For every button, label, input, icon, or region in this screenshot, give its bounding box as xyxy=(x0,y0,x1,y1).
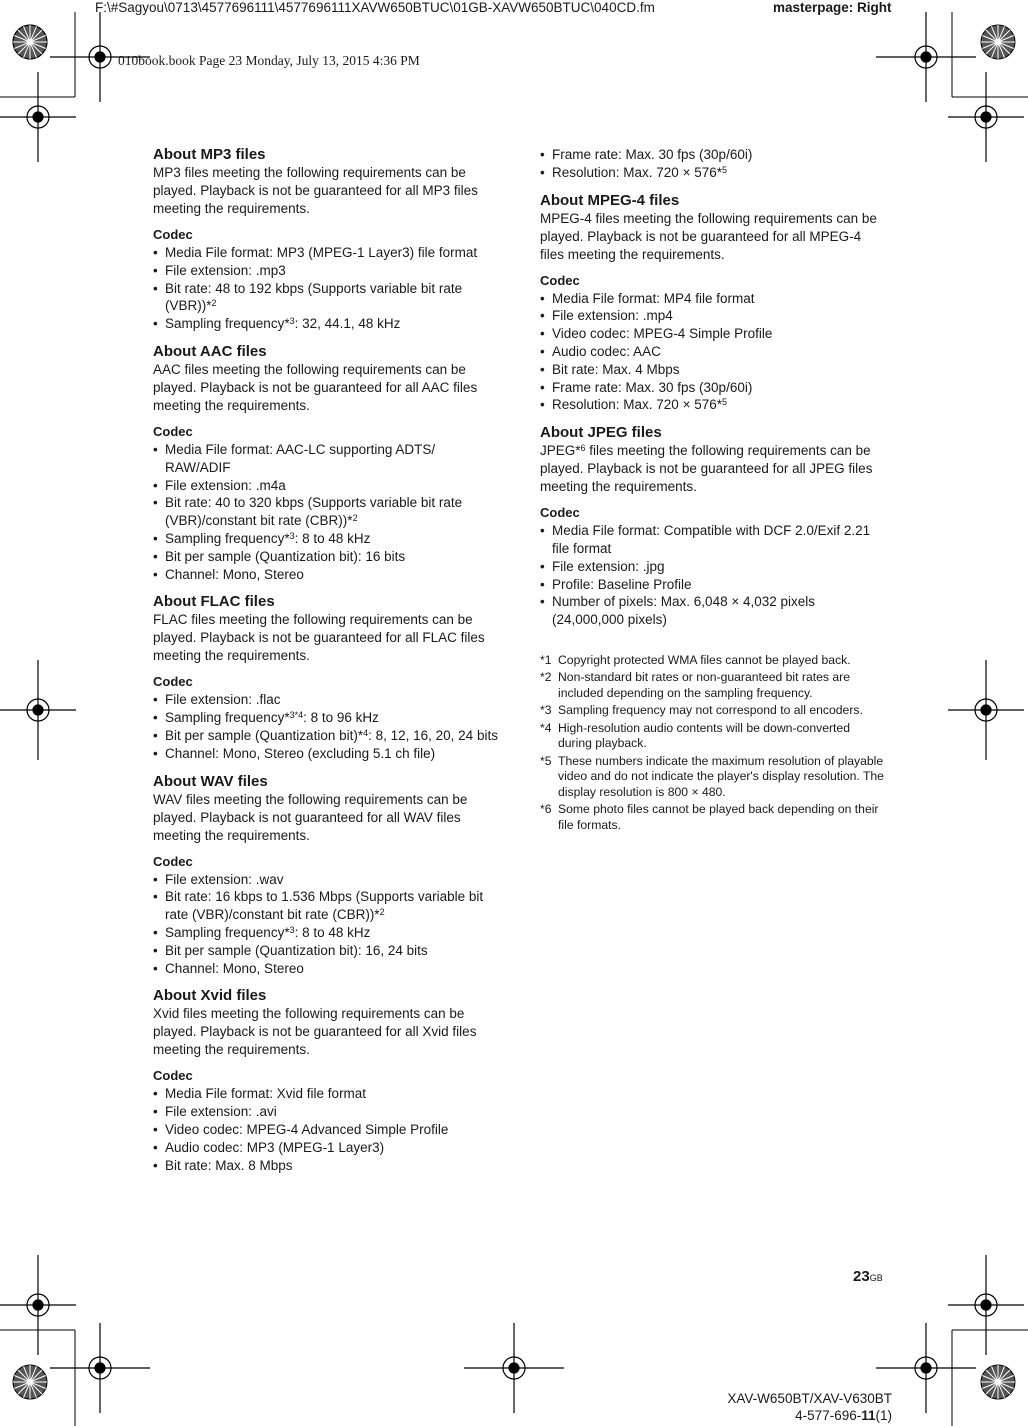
list-item: • Channel: Mono, Stereo xyxy=(153,566,499,584)
list-item: • Media File format: Compatible with DCF 2.0/Exif 2.21 file format xyxy=(540,522,886,558)
model-info xyxy=(715,1390,892,1424)
section-heading: About MP3 files xyxy=(153,146,266,163)
list-item: • Bit rate: Max. 8 Mbps xyxy=(153,1157,499,1175)
book-info-line: 010book.book Page 23 Monday, July 13, 2015 4:36 PM xyxy=(118,53,420,68)
list-item: • Audio codec: MP3 (MPEG-1 Layer3) xyxy=(153,1139,499,1157)
footnote: *3 Sampling frequency may not correspond to all encoders. xyxy=(540,703,863,718)
section-wav xyxy=(153,773,499,978)
section-xvid xyxy=(153,987,499,1174)
section-heading: About MPEG-4 files xyxy=(540,191,680,209)
list-item: • Frame rate: Max. 30 fps (30p/60i) xyxy=(540,146,886,164)
page-number: 23GB xyxy=(853,1268,883,1285)
list-item: • Frame rate: Max. 30 fps (30p/60i) xyxy=(540,379,886,397)
codec-label: Codec xyxy=(153,423,193,439)
list-item: • Sampling frequency*$^{3*4}$: 8 to 96 kHz xyxy=(153,709,499,727)
section-heading: About Xvid files xyxy=(153,987,267,1005)
section-intro: MP3 files meeting the following requirements can be played. Playback is not be guaranteed for all MP3 files meeting the requirements. xyxy=(153,165,478,216)
codec-label: Codec xyxy=(153,1068,193,1084)
list-item: • File extension: .mp4 xyxy=(540,307,886,325)
section-heading: About JPEG files xyxy=(540,424,662,442)
codec-label: Codec xyxy=(540,272,580,288)
section-intro: Xvid files meeting the following requirements can be played. Playback is not be guaranteed for all Xvid files meeting the requirements. xyxy=(153,1006,477,1058)
section-heading: About FLAC files xyxy=(153,593,275,611)
list-item: • File extension: .jpg xyxy=(540,558,886,576)
list-item: • Channel: Mono, Stereo (excluding 5.1 ch file) xyxy=(153,745,499,763)
section-intro: FLAC files meeting the following requirements can be played. Playback is not be guaranteed for all FLAC files meeting the requirements. xyxy=(153,612,485,664)
codec-label: Codec xyxy=(540,505,580,521)
list-item: • Media File format: AAC-LC supporting ADTS/ RAW/ADIF xyxy=(153,441,499,477)
section-jpeg xyxy=(540,424,886,629)
list-item: • Bit rate: Max. 4 Mbps xyxy=(540,361,886,379)
masterpage-label: masterpage: Right xyxy=(773,0,892,15)
footnote: *2 Non-standard bit rates or non-guaranteed bit rates are included depending on the sampling frequency. xyxy=(540,670,850,700)
part-number: 4-577-696-11(1) xyxy=(795,1408,892,1423)
list-item: • Bit rate: 48 to 192 kbps (Supports variable bit rate (VBR))*$^2$ xyxy=(153,280,499,316)
footnote: *4 High-resolution audio contents will be down-converted during playback. xyxy=(540,720,850,751)
list-item: • Bit per sample (Quantization bit)*$^4$: 8, 12, 16, 20, 24 bits xyxy=(153,727,499,745)
list-item: • Sampling frequency*$^3$: 32, 44.1, 48 kHz xyxy=(153,315,499,333)
list-item: • Media File format: MP3 (MPEG-1 Layer3) file format xyxy=(153,244,499,262)
list-item: • Bit rate: 16 kbps to 1.536 Mbps (Supports variable bit rate (VBR)/constant bit rate (CBR))*$^2$ xyxy=(153,888,499,924)
list-item: • Media File format: MP4 file format xyxy=(540,290,886,308)
list-item: • Sampling frequency*$^3$: 8 to 48 kHz xyxy=(153,924,499,942)
list-item: • Number of pixels: Max. 6,048 × 4,032 pixels (24,000,000 pixels) xyxy=(540,593,886,629)
left-column xyxy=(153,146,499,1184)
section-intro: AAC files meeting the following requirements can be played. Playback is not be guaranteed for all AAC files meeting the requirements. xyxy=(153,361,478,413)
list-item: • Resolution: Max. 720 × 576*$^5$ xyxy=(540,396,886,414)
list-item: • File extension: .mp3 xyxy=(153,262,499,280)
footnote: *1 Copyright protected WMA files cannot be played back. xyxy=(540,652,851,667)
list-item: • File extension: .wav xyxy=(153,871,499,889)
right-column xyxy=(540,146,886,835)
list-item: • Video codec: MPEG-4 Simple Profile xyxy=(540,325,886,343)
section-mp3 xyxy=(153,146,499,333)
section-mpeg4 xyxy=(540,192,886,415)
model-name: XAV-W650BT/XAV-V630BT xyxy=(727,1391,892,1406)
section-xvid-continued xyxy=(540,146,886,182)
list-item: • Bit rate: 40 to 320 kbps (Supports variable bit rate (VBR)/constant bit rate (CBR))*$^2$ xyxy=(153,494,499,530)
codec-label: Codec xyxy=(153,227,193,242)
section-intro: MPEG-4 files meeting the following requirements can be played. Playback is not be guaranteed for all MPEG-4 files meeting the requirements. xyxy=(540,210,877,262)
list-item: • Sampling frequency*$^3$: 8 to 48 kHz xyxy=(153,530,499,548)
list-item: • File extension: .flac xyxy=(153,691,499,709)
section-heading: About WAV files xyxy=(153,772,268,790)
section-intro: WAV files meeting the following requirements can be played. Playback is not guaranteed for all WAV files meeting the requirements. xyxy=(153,791,468,843)
section-aac xyxy=(153,343,499,583)
list-item: • File extension: .avi xyxy=(153,1103,499,1121)
list-item: • Channel: Mono, Stereo xyxy=(153,960,499,978)
list-item: • Profile: Baseline Profile xyxy=(540,576,886,594)
list-item: • Media File format: Xvid file format xyxy=(153,1085,499,1103)
codec-label: Codec xyxy=(153,674,193,690)
footnote: *5 These numbers indicate the maximum resolution of playable video and do not indicate the player's display resolution. The display resolution is 800 × 480. xyxy=(540,753,884,799)
section-heading: About AAC files xyxy=(153,342,267,360)
footnotes xyxy=(540,653,886,834)
list-item: • Video codec: MPEG-4 Advanced Simple Profile xyxy=(153,1121,499,1139)
list-item: • Bit per sample (Quantization bit): 16 bits xyxy=(153,548,499,566)
list-item: • File extension: .m4a xyxy=(153,477,499,495)
list-item: • Bit per sample (Quantization bit): 16, 24 bits xyxy=(153,942,499,960)
footnote: *6 Some photo files cannot be played back depending on their file formats. xyxy=(540,802,879,832)
codec-label: Codec xyxy=(153,853,193,869)
section-intro: JPEG*$^6$ files meeting the following requirements can be played. Playback is not be guaranteed for all JPEG files meeting the requirements. xyxy=(540,443,873,495)
file-path-header: F:\#Sagyou\0713\4577696111\4577696111XAVW650BTUC\01GB-XAVW650BTUC\040CD.fm xyxy=(95,0,655,15)
list-item: • Resolution: Max. 720 × 576*$^5$ xyxy=(540,164,886,182)
list-item: • Audio codec: AAC xyxy=(540,343,886,361)
section-flac xyxy=(153,593,499,762)
